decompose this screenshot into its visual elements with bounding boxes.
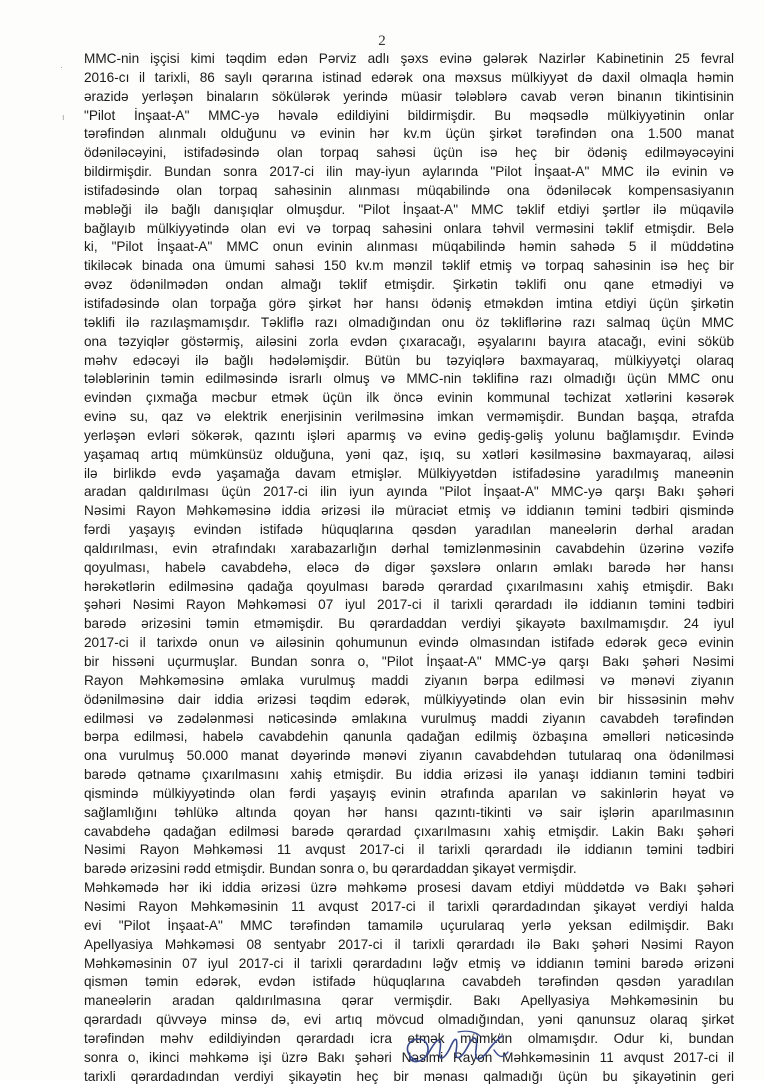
text-line: təklifi ilə razılaşmamışdır. Təkliflə razı olmadığından onu öz təkliflərinə razı salmaq üçün MMC (84, 314, 734, 330)
text-line: istifadəsində olan torpağa görə şirkət hər hansı ödəniş etməkdən imtina etdiyi üçün şirkətin (84, 295, 734, 311)
text-line: qərardadı qüvvəyə minsə də, evi artıq mövcud olmadığından, yəni qanunsuz olaraq şirkət (84, 1012, 734, 1028)
text-line: Nəsimi Rayon Məhkəməsi 11 avqust 2017-ci il tarixli qərardadı ilə iddianın təmini tədbiri (84, 842, 734, 858)
text-line: bərpa edilməsi, habelə cavabdehin qanunla qadağan edilmiş özbaşına əməlləri nəticəsində (84, 729, 734, 745)
text-line: barədə ərizəsini təmin etməmişdir. Bu qərardaddan verdiyi şikayətə baxılmamışdır. 24 iyul (84, 616, 734, 632)
text-line: ona təzyiqlər göstərmiş, ailəsini zorla evdən çıxaracağı, əşyalarını bayıra atacağı, evini söküb (84, 333, 734, 349)
margin-scan-mark: · (60, 62, 63, 72)
text-line: tarixli qərardadından verdiyi şikayətin heç bir mənası qalmadığı üçün bu şikayətinin geri (84, 1068, 734, 1084)
text-line: MMC-nin işçisi kimi təqdim edən Pərviz adlı şəxs evinə gələrək Nazirlər Kabinetinin 25 fevral (84, 51, 734, 66)
text-line: ilə birlikdə evdə yaşamağa davam etmişlər. Mülkiyyətdən istifadəsinə yaradılmış maneənin (84, 465, 734, 481)
text-line: tərəfindən məhv edildiyindən qərardadı icra etmək mümkün olmamışdır. Odur ki, bundan (84, 1030, 734, 1046)
text-line: edilməsi və zədələnməsi nəticəsində əmlakına vurulmuş maddi ziyanın cavabdeh tərəfindən (84, 710, 734, 726)
text-line: aradan qaldırılması üçün 2017-ci ilin iyun ayında "Pilot İnşaat-A" MMC-yə qarşı Bakı şəhəri (84, 484, 734, 500)
text-line: tərəfindən alınmalı olduğunu və evinin hər kv.m üçün şirkət tərəfindən ona 1.500 manat (84, 126, 734, 142)
text-line: ödəniləcəyini, istifadəsində olan torpaq sahəsi üçün isə heç bir ödəniş edilməyəcəyini (84, 145, 734, 161)
text-line: 2017-ci il tarixdə onun və ailəsinin qohumunun evində olmasından istifadə edərək gecə evinin (84, 635, 734, 651)
text-line: ona vurulmuş 50.000 manat dəyərində mənəvi ziyanın cavabdehdən tutularaq ona ödənilməsi (84, 748, 734, 764)
text-line: Məhkəməsinin 07 iyul 2017-ci il tarixli qərardadını ləğv etmiş və iddianın təmini barədə ərizəni (84, 955, 734, 971)
text-line: hərəkətlərin edilməsinə qadağa qoyulması barədə qərardad çıxarılmasını xahiş etmişdir. Bakı (84, 578, 734, 594)
text-line: qismində mülkiyyətində olan fərdi yaşayış evinin ətrafında aparılan və sakinlərin həyat və (84, 785, 734, 801)
text-line: sonra o, ikinci məhkəmə işi üzrə Bakı şəhəri Nəsimi Rayon Məhkəməsinin 11 avqust 2017-ci il (84, 1049, 734, 1065)
text-line: bağlayıb mülkiyyətində olan evi və torpaq sahəsini onlara təhvil verməsini təklif etmişdir. Belə (84, 220, 734, 236)
text-line: ki, "Pilot İnşaat-A" MMC onun evinin alınması müqabilində həmin sahədə 5 il müddətinə (84, 239, 734, 255)
text-line: sağlamlığını təhlükə altında qoyan hər hansı qazıntı-tikinti və sair işlərin aparılmasının (84, 804, 734, 820)
text-line: Apellyasiya Məhkəməsi 08 sentyabr 2017-ci il tarixli qərardadı ilə Bakı şəhəri Nəsimi Rayon (84, 936, 734, 952)
text-line: evindən çıxmağa məcbur etmək üçün ilk öncə evinin kommunal təchizat xətlərini kəsərək (84, 390, 734, 406)
text-line: yaşamaq artıq mümkünsüz olduğuna, yəni qaz, işıq, su xətləri kəsilməsinə baxmayaraq, ailəsi (84, 446, 734, 462)
text-line: məbləği ilə bağlı danışıqlar olmuşdur. "Pilot İnşaat-A" MMC təklif etdiyi şərtlər ilə müqavilə (84, 201, 734, 217)
text-line: Nəsimi Rayon Məhkəməsinə iddia ərizəsi ilə müraciət etmiş və iddianın təmini tədbiri qismində (84, 503, 734, 519)
text-line: "Pilot İnşaat-A" MMC-yə həvalə edildiyini bildirmişdir. Bu məqsədlə mülkiyyətinin onlar (84, 107, 734, 123)
text-line: qoyulması, habelə cavabdehə, eləcə də digər şəxslərə onların əmlakı barədə hər hansı (84, 559, 734, 575)
text-line: Məhkəmədə hər iki iddia ərizəsi üzrə məhkəmə prosesi davam etdiyi müddətdə və Bakı şəhəri (84, 880, 734, 896)
text-line: qaldırılması, evin ətrafındakı xarabazarlığın dərhal təmizlənməsinin cavabdehin üzərinə vəzifə (84, 540, 734, 556)
text-line: məhv edəcəyi ilə bağlı hədələmişdir. Bütün bu təzyiqlərə baxmayaraq, mülkiyyətçi olaraq (84, 352, 734, 368)
text-line: 2016-cı il tarixli, 86 saylı qərarına istinad edərək ona məxsus mülkiyyət də daxil olmaqla həmin (84, 69, 734, 85)
text-line: Rayon Məhkəməsinə əmlaka vurulmuş maddi ziyanın bərpa edilməsi və mənəvi ziyanın (84, 672, 734, 688)
text-line: maneələrin aradan qaldırılmasına qərar vermişdir. Bakı Apellyasiya Məhkəməsinin bu (84, 993, 734, 1009)
text-line: tikiləcək binada ona ümumi sahəsi 150 kv.m mənzil təklif etmiş və torpaq sahəsinin isə heç bir (84, 258, 734, 274)
text-line: barədə ərizəsini rədd etmişdir. Bundan sonra o, bu qərardaddan şikayət vermişdir. (84, 861, 577, 877)
text-line: bildirmişdir. Bundan sonra 2017-ci ilin may-iyun aylarında "Pilot İnşaat-A" MMC ilə evinin və (84, 164, 734, 180)
text-line: fərdi yaşayış evindən istifadə hüquqlarına qəsdən yaradılan maneələrin dərhal aradan (84, 522, 734, 538)
text-line: tələblərinin təmin edilməsində israrlı olmuş və MMC-nin təklifinə razı olmadığı üçün MMC onu (84, 371, 734, 387)
handwritten-signature-icon (398, 1030, 558, 1072)
document-body-text (84, 50, 734, 1086)
text-line: cavabdehə qadağan edilməsi barədə qərardad çıxarılmasını xahiş etmişdir. Lakin Bakı şəhəri (84, 823, 734, 839)
text-line: ərazidə yerləşən binaların sökülərək yerində müasir tələblərə cavab verən binanın tikintisinin (84, 88, 734, 104)
text-line: barədə qətnamə çıxarılmasını xahiş etmişdir. Bu iddia ərizəsi ilə yanaşı iddianın təmini tədbiri (84, 767, 734, 783)
text-line: ödənilməsinə dair iddia ərizəsi təqdim edərək, mülkiyyətində olan evin bir hissəsinin məhv (84, 691, 734, 707)
page-number: 2 (378, 33, 386, 49)
text-line: qismən təmin edərək, evdən istifadə hüquqlarına cavabdeh tərəfindən qəsdən yaradılan (84, 974, 734, 990)
text-line: evi "Pilot İnşaat-A" MMC tərəfindən tamamilə uçurularaq yerlə yeksan edilmişdir. Bakı (84, 917, 734, 933)
text-line: əvəz ödənilmədən ondan almağı təklif etmişdir. Şirkətin təklifi onu qane etmədiyi və (84, 277, 734, 293)
text-line: istifadəsində olan torpaq sahəsinin alınması müqabilində ona ödəniləcək kompensasiyanın (84, 182, 734, 198)
margin-scan-mark: ı (62, 112, 65, 122)
text-line: evinə su, qaz və elektrik enerjisinin verilməsinə imkan verməmişdir. Bundan başqa, ətrafda (84, 409, 734, 425)
text-line: yerləşən evləri sökərək, qazıntı işləri aparmış və evinə gediş-gəliş yolunu bağlamışdır. Evində (84, 427, 734, 443)
text-line: Nəsimi Rayon Məhkəməsinin 11 avqust 2017-ci il tarixli qərardadından şikayət verdiyi halda (84, 898, 734, 914)
text-line: bir hissəni uçurmuşlar. Bundan sonra o, "Pilot İnşaat-A" MMC-yə qarşı Bakı şəhəri Nəsimi (84, 654, 734, 669)
text-line: şəhəri Nəsimi Rayon Məhkəməsi 07 iyul 2017-ci il tarixli qərardadı ilə iddianın təmini tədbiri (84, 597, 734, 613)
